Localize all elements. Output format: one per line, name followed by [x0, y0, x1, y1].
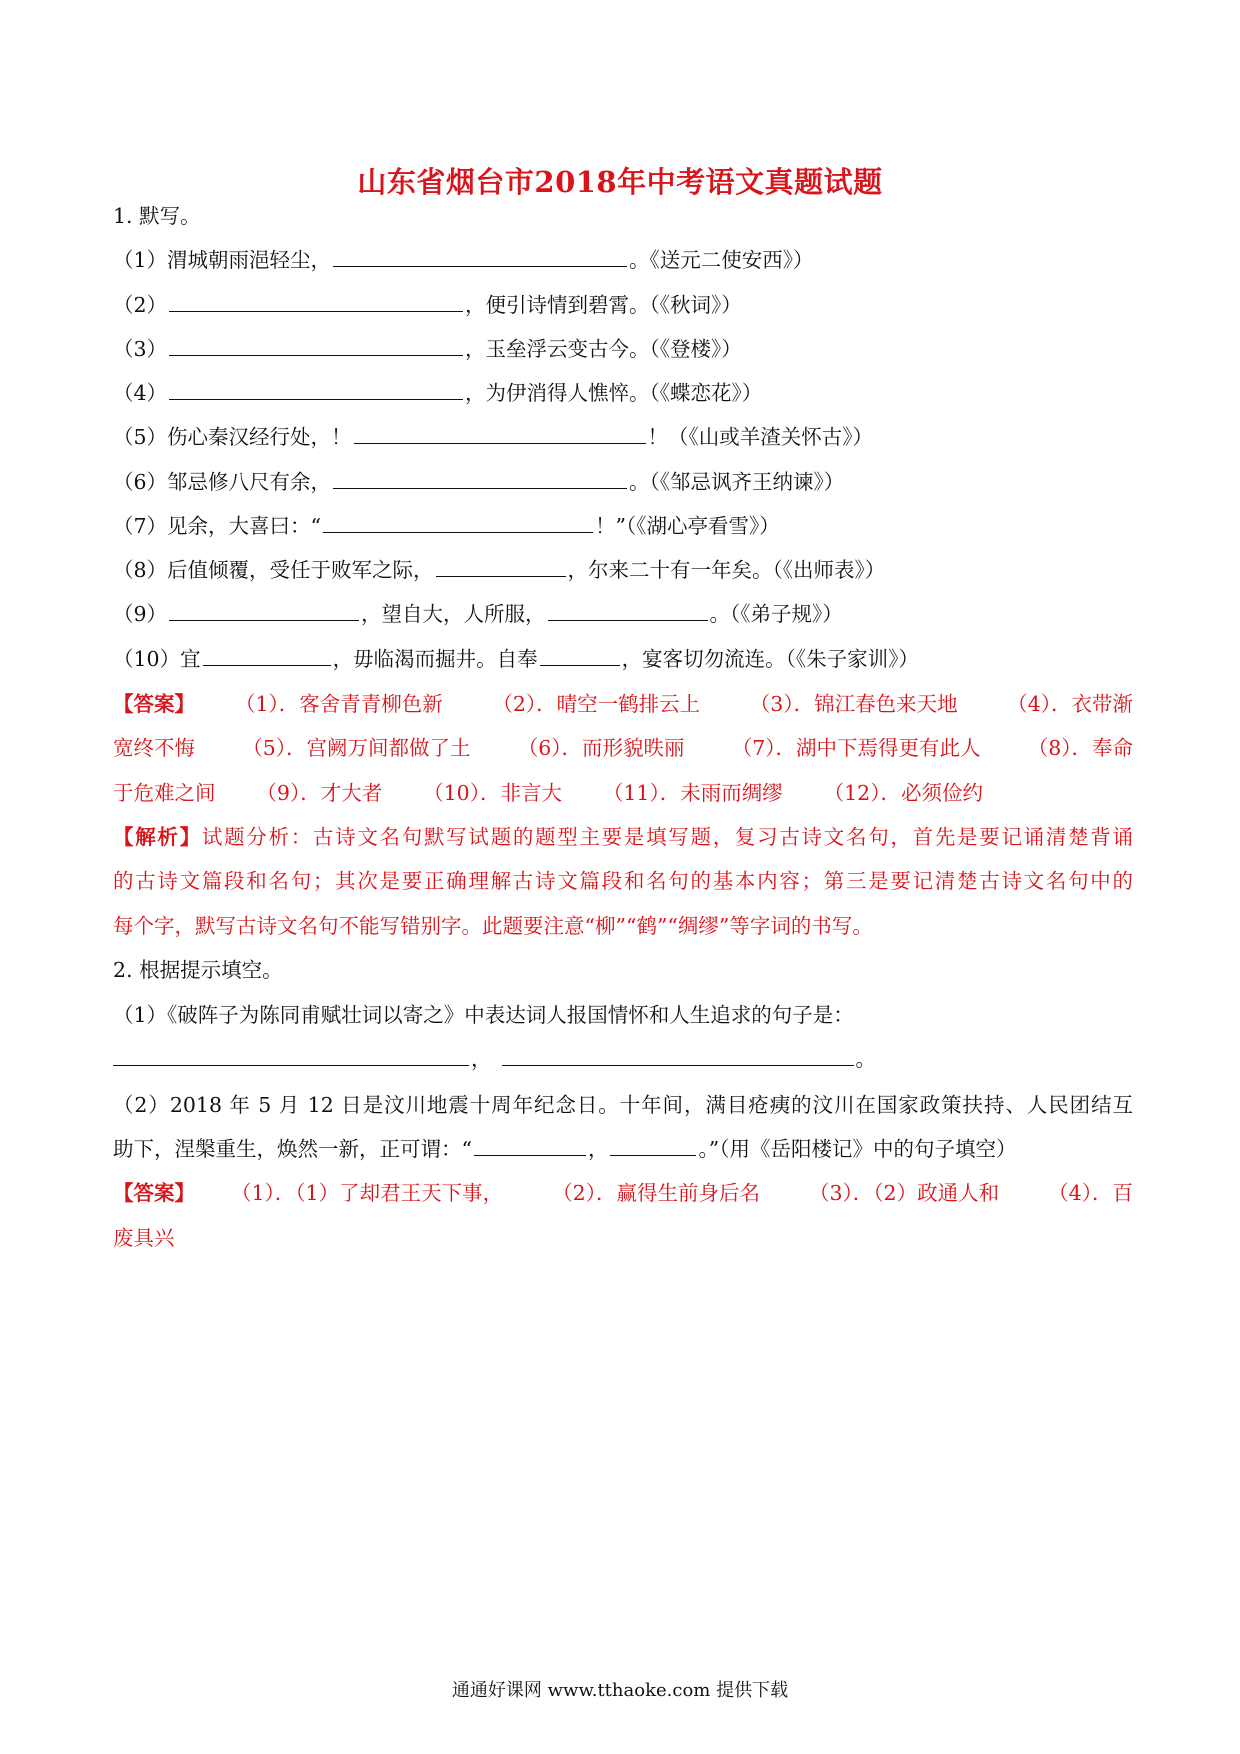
item-text: 。”（用《岳阳楼记》中的句子填空） — [698, 1137, 1017, 1161]
answer-item: （3）．锦江春色来天地 — [749, 692, 958, 716]
item-text: （8）后值倾覆，受任于败军之际， — [113, 558, 434, 582]
answer-blank — [323, 512, 593, 533]
answer-blank — [436, 556, 566, 577]
answer-blank — [354, 423, 646, 444]
item-text: 。《送元二使安西》） — [629, 248, 814, 272]
answer-blank — [502, 1045, 854, 1066]
answer-blank — [113, 1045, 469, 1066]
answer-item: （12）．必须俭约 — [823, 781, 983, 805]
item-text: ，毋临渴而掘井。自奉 — [332, 647, 538, 671]
item-text: （9） — [113, 602, 168, 626]
item-text: （2） — [113, 293, 168, 317]
item-text: ，为伊消得人憔悴。（《蝶恋花》） — [465, 381, 763, 405]
item-text: ！（《山或羊渣关怀古》） — [647, 425, 874, 449]
analysis-label: 【解析】 — [113, 825, 202, 849]
answer-item: （4）．百 — [1048, 1181, 1133, 1205]
item-text: 。（《邹忌讽齐王纳谏》） — [629, 470, 845, 494]
q1-item-9 — [113, 600, 1133, 628]
item-text: ，尔来二十有一年矣。（《出师表》） — [567, 558, 886, 582]
answer-item: （9）．才大者 — [256, 781, 383, 805]
q1-answer-line-1 — [113, 690, 1133, 718]
item-text: （6）邹忌修八尺有余， — [113, 470, 332, 494]
item-text: （10）宜 — [113, 647, 201, 671]
question-2-heading: 2. 根据提示填空。 — [113, 958, 283, 982]
item-text: （1）渭城朝雨浥轻尘， — [113, 248, 332, 272]
answer-blank — [333, 468, 627, 489]
q1-item-6 — [113, 468, 1133, 496]
q2-answer-line-1 — [113, 1179, 1133, 1207]
answer-blank — [203, 645, 331, 666]
q2-item-1: （1）《破阵子为陈同甫赋壮词以寄之》中表达词人报国情怀和人生追求的句子是： — [113, 1003, 854, 1027]
q2-item-1-blanks — [113, 1045, 1133, 1073]
q1-item-4 — [113, 379, 1133, 407]
answer-blank — [474, 1135, 586, 1156]
item-text: （7）见余，大喜曰：“ — [113, 514, 322, 538]
analysis-text: 试题分析：古诗文名句默写试题的题型主要是填写题，复习古诗文名句，首先是要记诵清楚背诵 — [201, 825, 1134, 849]
item-text: 助下，涅槃重生，焕然一新，正可谓：“ — [113, 1137, 472, 1161]
item-text: ， — [587, 1137, 609, 1161]
answer-item: （6）．而形貌昳丽 — [517, 736, 685, 760]
item-text: 。（《弟子规》） — [709, 602, 843, 626]
page-title: 山东省烟台市2018年中考语文真题试题 — [357, 165, 883, 199]
page-footer: 通通好课网 www.tthaoke.com 提供下载 — [451, 1680, 789, 1701]
answer-blank — [169, 335, 463, 356]
q1-item-8 — [113, 556, 1133, 584]
answer-item: （1）．（1）了却君王天下事， — [231, 1181, 504, 1205]
q1-item-1 — [113, 246, 1133, 274]
answer-item: （5）．宫阙万间都做了土 — [242, 736, 471, 760]
answer-blank — [333, 246, 627, 267]
answer-item: （11）．未雨而绸缪 — [602, 781, 783, 805]
answer-label: 【答案】 — [113, 1181, 195, 1205]
item-text: ，便引诗情到碧霄。（《秋词》） — [465, 293, 742, 317]
answer-item: 宽终不悔 — [113, 736, 195, 760]
answer-blank — [540, 645, 620, 666]
item-text: ！”（《湖心亭看雪》） — [595, 514, 780, 538]
answer-blank — [610, 1135, 696, 1156]
q1-item-10 — [113, 645, 1133, 673]
answer-item: （10）．非言大 — [423, 781, 562, 805]
answer-item: （3）．（2）政通人和 — [809, 1181, 1000, 1205]
q2-item-2-line-2 — [113, 1135, 1133, 1163]
q1-item-2 — [113, 291, 1133, 319]
item-text: ，望自大，人所服， — [361, 602, 546, 626]
q1-item-3 — [113, 335, 1133, 363]
answer-blank — [169, 379, 463, 400]
item-text: （3） — [113, 337, 168, 361]
q1-item-7 — [113, 512, 1133, 540]
answer-blank — [548, 600, 708, 621]
q1-answer-line-2 — [113, 734, 1133, 762]
q1-answer-line-3 — [113, 779, 983, 807]
answer-item: （2）．赢得生前身后名 — [552, 1181, 760, 1205]
answer-item: （2）．晴空一鹤排云上 — [492, 692, 701, 716]
answer-item: （8）．奉命 — [1027, 736, 1133, 760]
q2-item-2-line-1: （2）2018 年 5 月 12 日是汶川地震十周年纪念日。十年间，满目疮痍的汶川在国家政策扶持、人民团结互 — [113, 1093, 1133, 1117]
q1-item-5 — [113, 423, 1133, 451]
item-text: ， — [471, 1047, 492, 1071]
question-1-heading: 1. 默写。 — [113, 204, 201, 228]
q1-analysis-line-3: 每个字，默写古诗文名句不能写错别字。此题要注意“柳”“鹤”“绸缪”等字词的书写。 — [113, 914, 873, 938]
answer-item: （1）．客舍青青柳色新 — [235, 692, 443, 716]
item-text: （5）伤心秦汉经行处，！ — [113, 425, 352, 449]
item-text: 。 — [855, 1047, 876, 1071]
answer-blank — [169, 291, 463, 312]
answer-item: （4）．衣带渐 — [1007, 692, 1133, 716]
q2-answer-line-2: 废具兴 — [113, 1226, 175, 1250]
answer-item: （7）．湖中下焉得更有此人 — [731, 736, 981, 760]
item-text: ，宴客切勿流连。（《朱子家训》） — [621, 647, 919, 671]
answer-item: 于危难之间 — [113, 781, 216, 805]
q1-analysis-line-1 — [113, 823, 1133, 851]
item-text: （4） — [113, 381, 168, 405]
q1-analysis-line-2: 的古诗文篇段和名句；其次是要正确理解古诗文篇段和名句的基本内容；第三是要记清楚古诗文名句中的 — [113, 869, 1133, 893]
item-text: ，玉垒浮云变古今。（《登楼》） — [465, 337, 742, 361]
answer-blank — [169, 600, 359, 621]
answer-label: 【答案】 — [113, 692, 195, 716]
